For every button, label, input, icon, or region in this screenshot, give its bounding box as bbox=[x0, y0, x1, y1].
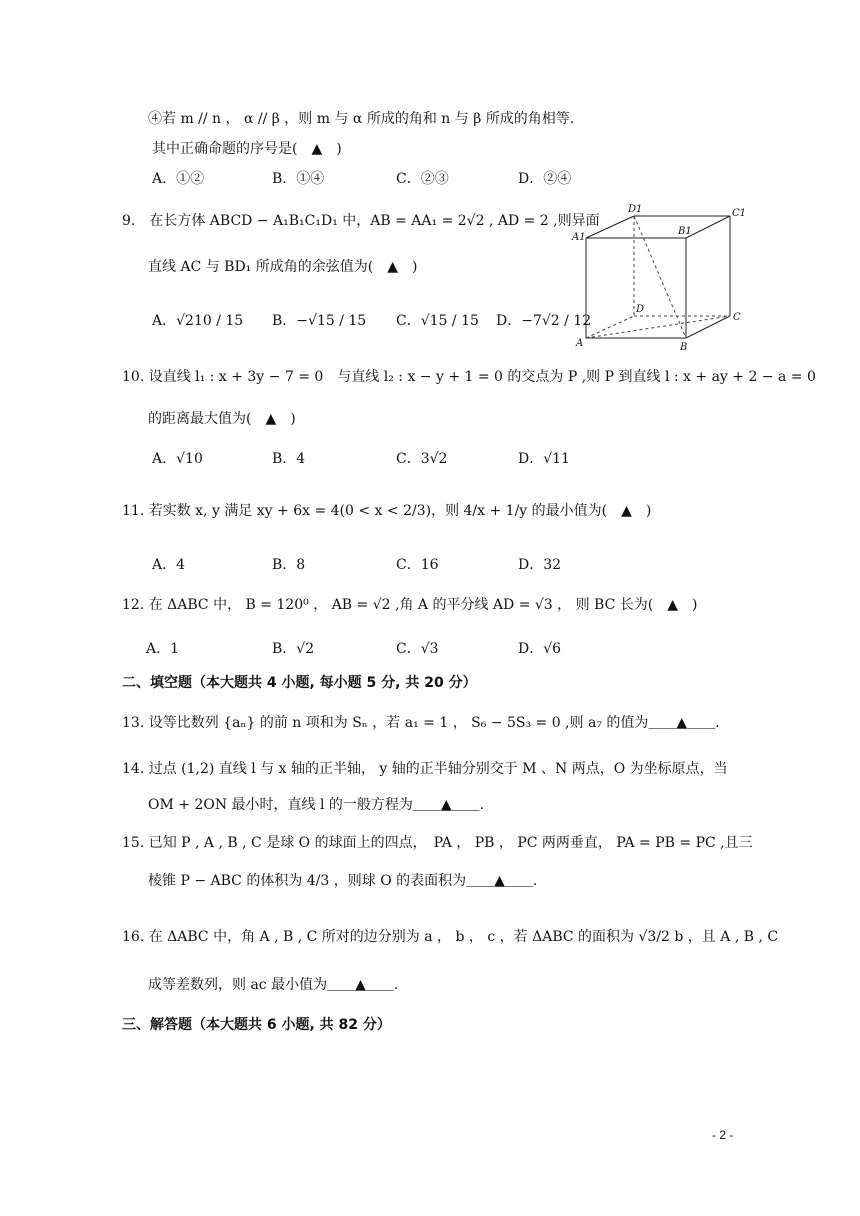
option-d: D．②④ bbox=[518, 171, 572, 187]
q10-line2: 的距离最大值为( ▲ ) bbox=[148, 411, 296, 427]
q14-line1: 14. 过点 (1,2) 直线 l 与 x 轴的正半轴， y 轴的正半轴分别交于 M 、N 两点，O 为坐标原点，当 bbox=[122, 761, 728, 777]
q11-line1: 11. 若实数 x, y 满足 xy + 6x = 4(0 < x < 2/3)，则 4/x + 1/y 的最小值为( ▲ ) bbox=[122, 503, 652, 519]
page-number: - 2 - bbox=[712, 1128, 734, 1142]
q15-line1: 15. 已知 P , A , B , C 是球 O 的球面上的四点， PA ， PB ， PC 两两垂直， PA = PB = PC ,且三 bbox=[122, 835, 753, 851]
label-b: B bbox=[680, 342, 688, 352]
q9-line2: 直线 AC 与 BD₁ 所成角的余弦值为( ▲ ) bbox=[148, 259, 418, 275]
option-b: B．4 bbox=[272, 451, 306, 467]
section-2-heading: 二、填空题（本大题共 4 小题, 每小题 5 分, 共 20 分） bbox=[122, 675, 477, 691]
label-a: A bbox=[576, 338, 584, 349]
cuboid-figure bbox=[568, 196, 746, 352]
q16-line2: 成等差数列，则 ac 最小值为＿＿▲＿＿. bbox=[148, 977, 399, 993]
option-a: A．4 bbox=[152, 557, 186, 573]
option-a: A．√210 / 15 bbox=[152, 313, 244, 329]
option-d: D．32 bbox=[518, 557, 562, 573]
label-c: C bbox=[733, 312, 741, 323]
q16-line1: 16. 在 ΔABC 中，角 A , B , C 所对的边分别为 a ， b ， c ，若 ΔABC 的面积为 √3/2 b ，且 A , B , C bbox=[122, 929, 779, 945]
label-d: D bbox=[636, 304, 645, 315]
option-d: D．−7√2 / 12 bbox=[496, 313, 592, 329]
option-c: C．√3 bbox=[396, 641, 439, 657]
label-a1: A1 bbox=[572, 232, 586, 243]
option-c: C．3√2 bbox=[396, 451, 448, 467]
q13-line1: 13. 设等比数列 {aₙ} 的前 n 项和为 Sₙ ，若 a₁ = 1 ， S₆ − 5S₃ = 0 ,则 a₇ 的值为＿＿▲＿＿. bbox=[122, 715, 720, 731]
q9-line1: 9. 在长方体 ABCD − A₁B₁C₁D₁ 中，AB = AA₁ = 2√2 , AD = 2 ,则异面 bbox=[122, 213, 600, 229]
q12-line1: 12. 在 ΔABC 中， B = 120⁰ ， AB = √2 ,角 A 的平分线 AD = √3 ， 则 BC 长为( ▲ ) bbox=[122, 597, 698, 613]
q10-line1: 10. 设直线 l₁ : x + 3y − 7 = 0 与直线 l₂ : x − y + 1 = 0 的交点为 P ,则 P 到直线 l : x + ay + 2 − a = 0 bbox=[122, 369, 816, 385]
option-b: B．√2 bbox=[272, 641, 315, 657]
option-d: D．√6 bbox=[518, 641, 562, 657]
option-a: A．1 bbox=[146, 641, 180, 657]
label-c1: C1 bbox=[732, 208, 746, 219]
option-b: B．8 bbox=[272, 557, 306, 573]
option-c: C．②③ bbox=[396, 171, 449, 187]
option-c: C．√15 / 15 bbox=[396, 313, 479, 329]
section-3-heading: 三、解答题（本大题共 6 小题, 共 82 分） bbox=[122, 1017, 391, 1033]
statement-4: ④若 m // n ， α // β ，则 m 与 α 所成的角和 n 与 β 所成的角相等. bbox=[148, 111, 575, 127]
option-b: B．①④ bbox=[272, 171, 325, 187]
label-d1: D1 bbox=[628, 204, 643, 215]
option-d: D．√11 bbox=[518, 451, 570, 467]
q15-line2: 棱锥 P − ABC 的体积为 4/3 ，则球 O 的表面积为＿＿▲＿＿. bbox=[148, 873, 538, 889]
q8-prompt: 其中正确命题的序号是( ▲ ) bbox=[152, 141, 342, 157]
option-a: A．√10 bbox=[152, 451, 203, 467]
q14-line2: OM + 2ON 最小时，直线 l 的一般方程为＿＿▲＿＿. bbox=[148, 797, 485, 813]
option-b: B．−√15 / 15 bbox=[272, 313, 367, 329]
option-c: C．16 bbox=[396, 557, 439, 573]
label-b1: B1 bbox=[678, 226, 692, 237]
option-a: A．①② bbox=[152, 171, 205, 187]
